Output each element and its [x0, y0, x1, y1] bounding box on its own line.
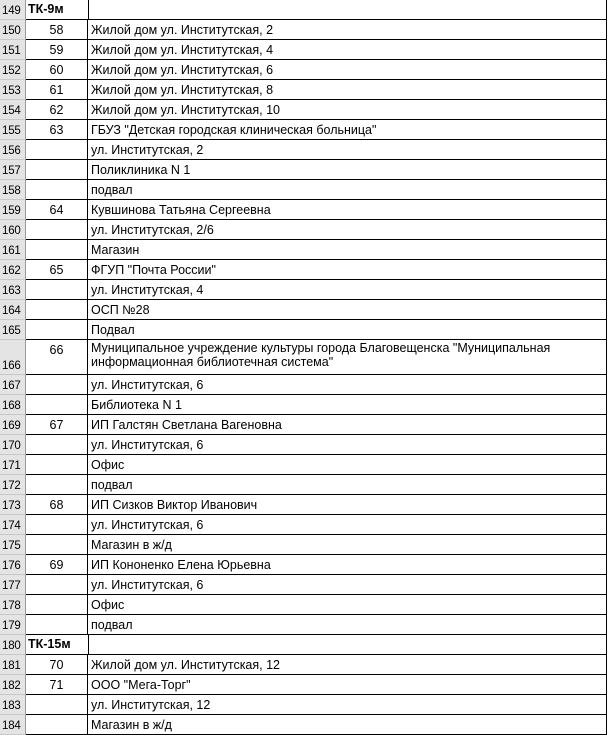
table-row	[0, 495, 608, 515]
row-header[interactable]: 160	[0, 220, 26, 240]
description-cell[interactable]: ул. Институтская, 6	[88, 575, 607, 595]
description-cell[interactable]: ул. Институтская, 2	[88, 140, 607, 160]
table-row	[0, 615, 608, 635]
table-row	[0, 535, 608, 555]
table-row	[0, 200, 608, 220]
row-header[interactable]: 181	[0, 655, 26, 675]
row-header[interactable]: 163	[0, 280, 26, 300]
row-header[interactable]: 164	[0, 300, 26, 320]
row-header[interactable]: 168	[0, 395, 26, 415]
number-cell[interactable]: 60	[26, 60, 88, 80]
number-cell[interactable]: 68	[26, 495, 88, 515]
group-label: ТК-15м	[28, 635, 89, 654]
number-cell[interactable]	[26, 180, 88, 200]
row-header[interactable]: 151	[0, 40, 26, 60]
table-row	[0, 180, 608, 200]
number-cell[interactable]	[26, 595, 88, 615]
table-row	[0, 475, 608, 495]
number-cell[interactable]: 64	[26, 200, 88, 220]
number-cell[interactable]	[26, 615, 88, 635]
number-cell[interactable]	[26, 435, 88, 455]
description-cell[interactable]: Подвал	[88, 320, 607, 340]
description-cell[interactable]: подвал	[88, 180, 607, 200]
group-label: ТК-9м	[28, 0, 89, 19]
number-cell[interactable]	[26, 575, 88, 595]
description-cell[interactable]: Жилой дом ул. Институтская, 8	[88, 80, 607, 100]
table-row	[0, 80, 608, 100]
row-header[interactable]: 157	[0, 160, 26, 180]
row-header[interactable]: 184	[0, 715, 26, 735]
table-row	[0, 140, 608, 160]
row-header[interactable]: 178	[0, 595, 26, 615]
table-row	[0, 595, 608, 615]
number-cell[interactable]: 66	[26, 340, 88, 375]
number-cell[interactable]	[26, 395, 88, 415]
description-cell[interactable]: Магазин	[88, 240, 607, 260]
number-cell[interactable]	[26, 375, 88, 395]
table-row	[0, 515, 608, 535]
table-row	[0, 20, 608, 40]
row-header[interactable]: 172	[0, 475, 26, 495]
table-row	[0, 320, 608, 340]
table-row	[0, 715, 608, 735]
table-row	[0, 655, 608, 675]
description-cell[interactable]: ФГУП "Почта России"	[88, 260, 607, 280]
table-row	[0, 40, 608, 60]
row-header[interactable]: 182	[0, 675, 26, 695]
description-cell[interactable]: ОСП №28	[88, 300, 607, 320]
description-cell[interactable]: Жилой дом ул. Институтская, 12	[88, 655, 607, 675]
description-cell[interactable]: ул. Институтская, 4	[88, 280, 607, 300]
table-row	[0, 675, 608, 695]
table-row	[0, 160, 608, 180]
table-row	[0, 240, 608, 260]
number-cell[interactable]	[26, 320, 88, 340]
row-header[interactable]: 167	[0, 375, 26, 395]
description-cell[interactable]: подвал	[88, 615, 607, 635]
row-header[interactable]: 154	[0, 100, 26, 120]
table-row	[0, 455, 608, 475]
number-cell[interactable]	[26, 715, 88, 735]
number-cell[interactable]: 61	[26, 80, 88, 100]
row-header[interactable]: 150	[0, 20, 26, 40]
description-cell[interactable]: ИП Сизков Виктор Иванович	[88, 495, 607, 515]
number-cell[interactable]: 65	[26, 260, 88, 280]
number-cell[interactable]: 63	[26, 120, 88, 140]
row-header[interactable]: 153	[0, 80, 26, 100]
row-header[interactable]: 170	[0, 435, 26, 455]
description-cell[interactable]: ИП Галстян Светлана Вагеновна	[88, 415, 607, 435]
group-header-row	[0, 0, 608, 20]
description-cell[interactable]: ГБУЗ "Детская городская клиническая больница"	[88, 120, 607, 140]
number-cell[interactable]	[26, 300, 88, 320]
table-row	[0, 375, 608, 395]
row-header[interactable]: 158	[0, 180, 26, 200]
number-cell[interactable]	[26, 140, 88, 160]
row-header[interactable]: 156	[0, 140, 26, 160]
number-cell[interactable]: 58	[26, 20, 88, 40]
number-cell[interactable]	[26, 515, 88, 535]
number-cell[interactable]: 67	[26, 415, 88, 435]
number-cell[interactable]	[26, 280, 88, 300]
number-cell[interactable]	[26, 240, 88, 260]
table-row	[0, 120, 608, 140]
table-row	[0, 100, 608, 120]
table-row	[0, 60, 608, 80]
row-header[interactable]: 175	[0, 535, 26, 555]
description-cell[interactable]: ул. Институтская, 6	[88, 375, 607, 395]
number-cell[interactable]	[26, 220, 88, 240]
number-cell[interactable]	[26, 695, 88, 715]
description-cell[interactable]: ул. Институтская, 12	[88, 695, 607, 715]
number-cell[interactable]: 70	[26, 655, 88, 675]
row-header[interactable]: 152	[0, 60, 26, 80]
description-cell[interactable]: Жилой дом ул. Институтская, 10	[88, 100, 607, 120]
row-header[interactable]: 159	[0, 200, 26, 220]
number-cell[interactable]: 62	[26, 100, 88, 120]
number-cell[interactable]	[26, 475, 88, 495]
description-cell[interactable]: ул. Институтская, 6	[88, 435, 607, 455]
description-cell[interactable]: Жилой дом ул. Институтская, 6	[88, 60, 607, 80]
table-row	[0, 415, 608, 435]
table-row	[0, 300, 608, 320]
row-header[interactable]: 174	[0, 515, 26, 535]
row-header[interactable]: 180	[0, 635, 26, 655]
row-header[interactable]: 162	[0, 260, 26, 280]
table-row	[0, 435, 608, 455]
description-cell[interactable]: Офис	[88, 455, 607, 475]
row-header[interactable]: 176	[0, 555, 26, 575]
description-cell[interactable]: Библиотека N 1	[88, 395, 607, 415]
row-header[interactable]: 179	[0, 615, 26, 635]
description-cell[interactable]: Жилой дом ул. Институтская, 2	[88, 20, 607, 40]
description-cell[interactable]: подвал	[88, 475, 607, 495]
description-cell[interactable]: Муниципальное учреждение культуры города Благовещенска "Муниципальная информационная библиотечная система"	[88, 340, 607, 375]
number-cell[interactable]: 71	[26, 675, 88, 695]
row-header[interactable]: 171	[0, 455, 26, 475]
row-header[interactable]: 183	[0, 695, 26, 715]
group-label-cell[interactable]	[26, 0, 607, 20]
table-row	[0, 575, 608, 595]
description-cell[interactable]: Поликлиника N 1	[88, 160, 607, 180]
row-header[interactable]: 173	[0, 495, 26, 515]
description-cell[interactable]: ООО "Мега-Торг"	[88, 675, 607, 695]
group-label-cell[interactable]	[26, 635, 607, 655]
description-cell[interactable]: ул. Институтская, 6	[88, 515, 607, 535]
row-header[interactable]: 149	[0, 0, 26, 20]
row-header[interactable]: 166	[0, 340, 26, 375]
number-cell[interactable]: 69	[26, 555, 88, 575]
description-cell[interactable]: Офис	[88, 595, 607, 615]
row-header[interactable]: 161	[0, 240, 26, 260]
row-header[interactable]: 155	[0, 120, 26, 140]
description-cell[interactable]: Жилой дом ул. Институтская, 4	[88, 40, 607, 60]
table-row	[0, 340, 608, 375]
table-row	[0, 395, 608, 415]
table-row	[0, 695, 608, 715]
description-cell[interactable]: Магазин в ж/д	[88, 535, 607, 555]
description-cell[interactable]: ул. Институтская, 2/6	[88, 220, 607, 240]
table-row	[0, 220, 608, 240]
description-cell[interactable]: Кувшинова Татьяна Сергеевна	[88, 200, 607, 220]
description-cell[interactable]: ИП Кононенко Елена Юрьевна	[88, 555, 607, 575]
number-cell[interactable]	[26, 160, 88, 180]
group-header-row	[0, 635, 608, 655]
row-header[interactable]: 169	[0, 415, 26, 435]
table-row	[0, 280, 608, 300]
table-row	[0, 260, 608, 280]
number-cell[interactable]: 59	[26, 40, 88, 60]
row-header[interactable]: 165	[0, 320, 26, 340]
table-row	[0, 555, 608, 575]
row-header[interactable]: 177	[0, 575, 26, 595]
description-cell[interactable]: Магазин в ж/д	[88, 715, 607, 735]
number-cell[interactable]	[26, 535, 88, 555]
number-cell[interactable]	[26, 455, 88, 475]
